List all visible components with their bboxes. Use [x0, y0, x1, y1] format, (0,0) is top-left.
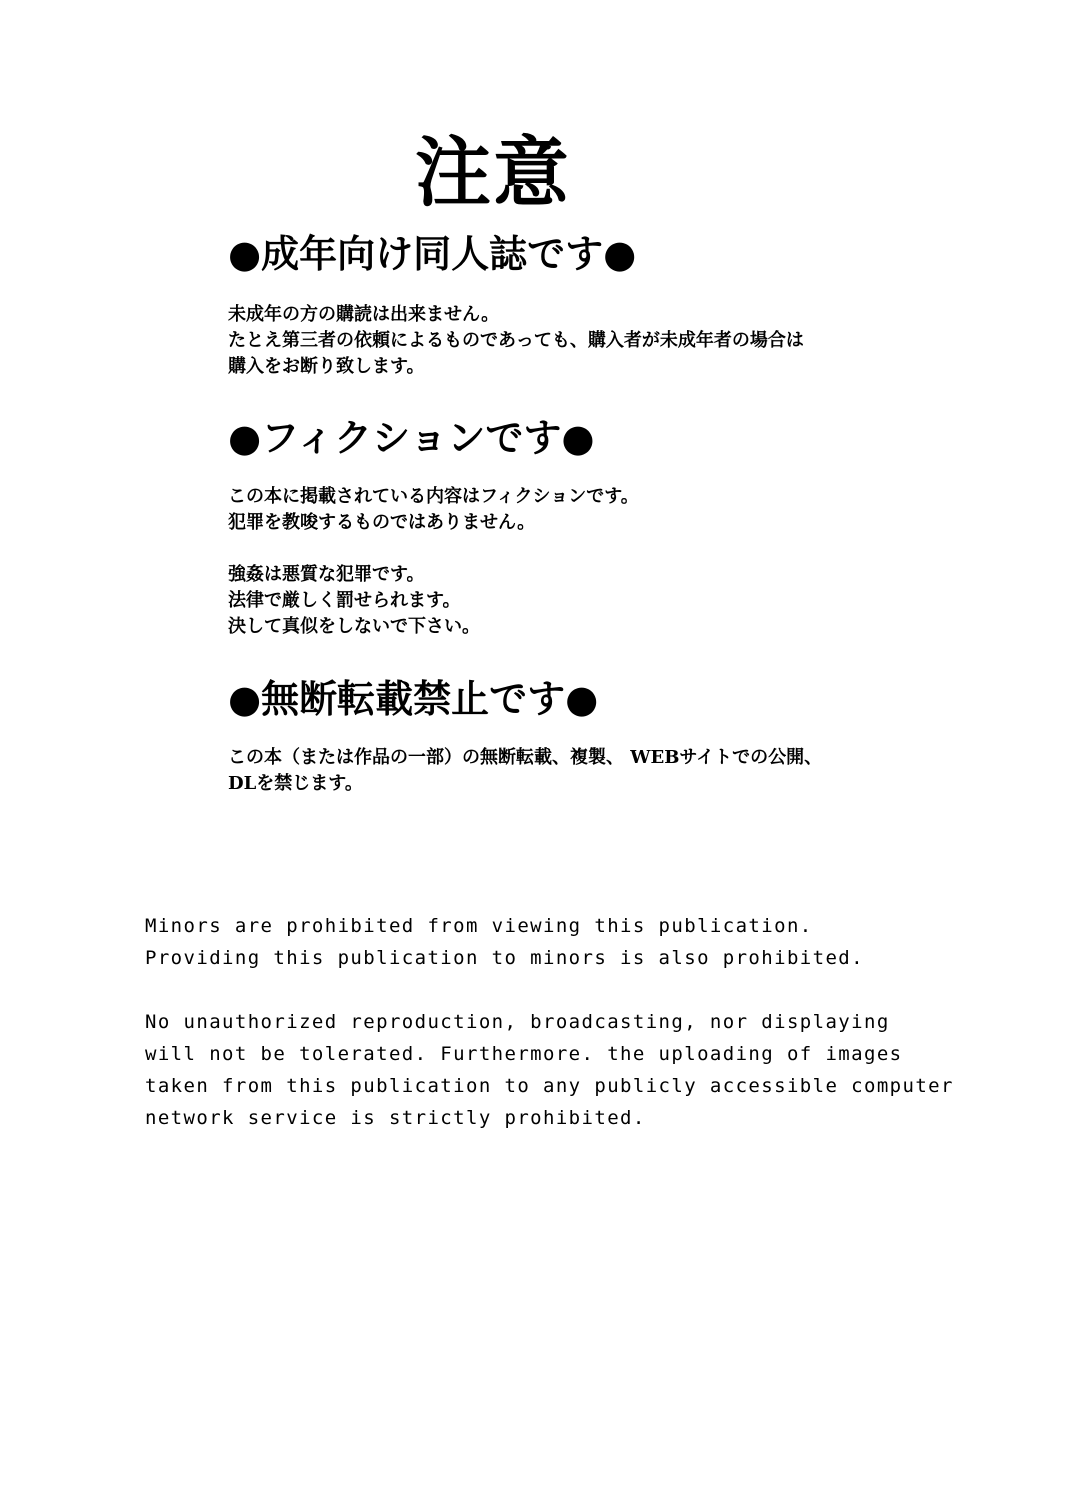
text-line: Providing this publication to minors is also prohibited. [145, 947, 864, 969]
english-reproduction-notice [145, 1006, 954, 1134]
text-line: taken from this publication to any publicly accessible computer [145, 1075, 954, 1097]
english-minors-notice [145, 910, 864, 974]
crime-warning-paragraph [228, 562, 480, 640]
text-line: No unauthorized reproduction, broadcasting, nor displaying [145, 1011, 890, 1033]
page-title: 注意 [415, 128, 571, 217]
adult-notice-paragraph [228, 302, 804, 380]
text-line: この本に掲載されている内容はフィクションです。 [228, 486, 639, 507]
section-heading-no-reprint: ●無断転載禁止です● [228, 676, 599, 721]
section-heading-adult: ●成年向け同人誌です● [228, 231, 637, 276]
text-line: Minors are prohibited from viewing this publication. [145, 915, 813, 937]
text-line: will not be tolerated. Furthermore. the uploading of images [145, 1043, 903, 1065]
text-line: たとえ第三者の依頼によるものであっても、購入者が未成年者の場合は [228, 330, 804, 351]
no-reprint-paragraph [228, 745, 822, 797]
text-line: DLを禁じます。 [228, 773, 363, 794]
section-heading-fiction: ●フィクションです● [228, 415, 595, 460]
text-line: network service is strictly prohibited. [145, 1107, 646, 1129]
text-line: 未成年の方の購読は出来ません。 [228, 304, 500, 325]
fiction-notice-paragraph [228, 484, 639, 536]
text-line: 犯罪を教唆するものではありません。 [228, 512, 536, 533]
text-line: 法律で厳しく罰せられます。 [228, 590, 461, 611]
text-line: 購入をお断り致します。 [228, 356, 425, 377]
text-line: 決して真似をしないで下さい。 [228, 616, 480, 637]
text-line: 強姦は悪質な犯罪です。 [228, 564, 425, 585]
text-line: この本（または作品の一部）の無断転載、複製、 WEBサイトでの公開、 [228, 747, 823, 768]
